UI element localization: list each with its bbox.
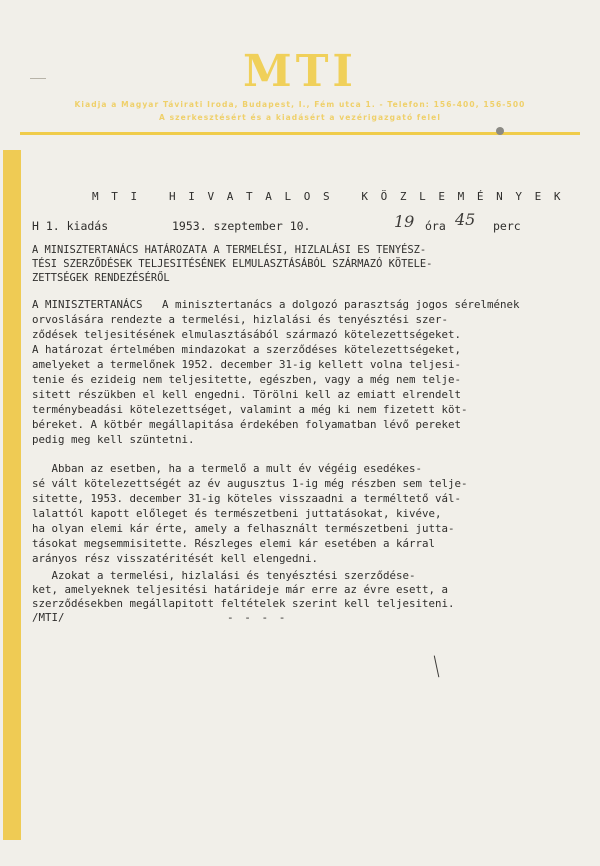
mti-logo: MTI (242, 46, 358, 97)
letterhead-address: Kiadja a Magyar Távirati Iroda, Budapest, I., Fém utca 1. - Telefon: 156-400, 156-500 (74, 100, 526, 109)
text-line: A MINISZTERTANÁCS A minisztertanács a dolgozó parasztság jogos sérelmének (32, 298, 520, 311)
text-line: béreket. A kötbér megállapitása érdekében folyamatban lévő pereket (32, 418, 462, 431)
text-line: arányos rész visszatéritését kell elengedni. (32, 552, 319, 565)
issue-date: 1953. szeptember 10. (172, 219, 311, 233)
minute-label: perc (493, 219, 521, 233)
edition-label: H 1. kiadás (32, 219, 109, 233)
text-line: ződések teljesitésének elmulasztásából származó kötelezettségeket. (32, 328, 462, 341)
series-title: M T I H I V A T A L O S K Ö Z L E M É N Y E K (92, 190, 564, 203)
text-line: sitett részükben el kell engedni. Törölni kell az emiatt elrendelt (32, 388, 462, 401)
pencil-mark (30, 78, 46, 79)
text-line: terménybeadási kötelezettséget, valamint a még ki nem fizetett köt- (32, 403, 468, 416)
punch-hole-dot (496, 127, 504, 135)
pencil-scribble (434, 655, 443, 678)
text-line: tenie és ezideig nem teljesitette, egészben, vagy a még nem telje- (32, 373, 462, 386)
text-line: lalattól kapott előleget és természetbeni juttatásokat, kivéve, (32, 507, 442, 520)
text-line: Azokat a termelési, hizlalási és tenyésztési szerződése- (32, 569, 416, 582)
text-line: Abban az esetben, ha a termelő a mult év végéig esedékes- (32, 462, 423, 475)
yellow-margin-strip (3, 150, 21, 840)
text-line: sitette, 1953. december 31-ig köteles visszaadni a terméltető vál- (32, 492, 462, 505)
headline-line-1: A MINISZTERTANÁCS HATÁROZATA A TERMELÉSI, HIZLALÁSI ES TENYÉSZ- (32, 244, 427, 256)
letterhead-responsibility: A szerkesztésért és a kiadásért a vezérigazgató felel (159, 113, 441, 122)
headline-line-3: ZETTSÉGEK RENDEZÉSÉRŐL (32, 272, 170, 284)
text-line: ket, amelyeknek teljesitési határideje már erre az évre esett, a (32, 583, 449, 596)
text-line: tásokat megsemmisitette. Részleges elemi kár esetében a kárral (32, 537, 436, 550)
text-line: A határozat értelmében mindazokat a szerződéses kötelezettségeket, (32, 343, 462, 356)
text-line: ha olyan elemi kár érte, amely a felhasznált természetbeni jutta- (32, 522, 455, 535)
mti-signoff: /MTI/ (32, 611, 65, 624)
hour-label: óra (425, 219, 446, 233)
text-line: pedig meg kell szüntetni. (32, 433, 195, 446)
handwritten-hour: 19 (394, 212, 415, 231)
text-line: sé vált kötelezettségét az év augusztus 1-ig még részben sem telje- (32, 477, 468, 490)
handwritten-minute: 45 (455, 210, 476, 229)
headline-line-2: TÉSI SZERZŐDÉSEK TELJESITÉSÉNEK ELMULASZTÁSÁBÓL SZÁRMAZÓ KÖTELE- (32, 258, 433, 270)
separator: - - - - (227, 611, 288, 624)
text-line: orvoslására rendezte a termelési, hizlalási és tenyésztési szer- (32, 313, 449, 326)
text-line: amelyeket a termelőnek 1952. december 31-ig kellett volna teljesi- (32, 358, 462, 371)
text-line: szerződésekben megállapitott feltételek szerint kell teljesiteni. (32, 597, 455, 610)
